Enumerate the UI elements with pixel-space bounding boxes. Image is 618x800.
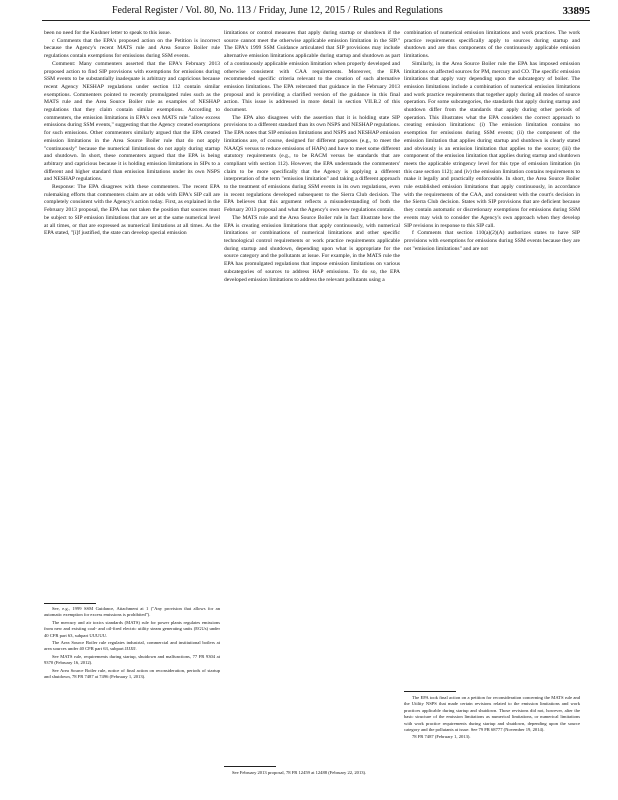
paragraph: been no need for the Kushner letter to speak to this issue. <box>44 30 171 36</box>
paragraph: The EPA also disagrees with the assertion that it is holding state SIP provisions to a different standard than its own NSPS and NESHAP regulations. The EPA notes that SIP emission limitations and NSPS and NESHAP emission limitations are, of course, designed for different purposes (e.g., to meet the NAAQS versus to reduce emissions of HAPs) and have to meet some different statutory requirements (e.g., to be RACM versus be standards that are compliant with section 112). However, the EPA understands the commenters' claim to be more specifically that the Agency is applying a different interpretation of the term "emission limitation" and taking a different approach to the treatment of emissions during SSM events in its own regulations, even in recent regulations developed subsequent to the Sierra Club decision. The EPA believes that this argument reflects a misunderstanding of both the February 2013 proposal and what the Agency's own new regulations contain. <box>224 114 400 214</box>
page-number: 33895 <box>562 5 590 17</box>
paragraph: limitations or control measures that apply during startup or shutdown if the source cannot meet the otherwise applicable emission limitation in the SIP." The EPA's 1999 SSM Guidance articulated that SIP provisions may include alternative emission limitations applicable during startup and shutdown as part of a continuously applicable emission limitation when properly developed and otherwise consistent with CAA requirements. Moreover, the EPA recommended specific criteria relevant to the creation of such alternative emission limitations. The EPA reiterated that guidance in the February 2013 proposal and is providing a clarified version of the guidance in this final action. This issue is addressed in more detail in section VII.B.2 of this document. <box>224 30 400 114</box>
column-3 <box>404 30 580 253</box>
footnote: 78 FR 7487 (February 1, 2013). <box>412 734 471 740</box>
footnote: See February 2013 proposal, 78 FR 12459 at 12488 (February 22, 2013). <box>232 770 367 775</box>
column-1 <box>44 30 220 238</box>
footnote: The Area Source Boiler rule regulates industrial, commercial and institutional boilers at area sources under 40 CFR part 63, subpart JJJJJJ. <box>44 640 220 652</box>
paragraph: c Comments that the EPA's proposed action on the Petition is incorrect because the Agency's recent MATS rule and Area Source Boiler rule regulations contain exemptions for emissions during SSM events. <box>44 37 220 60</box>
page-header <box>42 4 590 21</box>
column-2 <box>224 30 400 284</box>
footnotes-column-3 <box>404 695 580 742</box>
footnotes-column-2 <box>224 770 400 777</box>
paragraph: Comment: Many commenters asserted that the EPA's February 2013 proposed action to find SIP provisions with exemptions for emissions during SSM events to be substantially inadequate is arbitrary and capricious because recent Agency NESHAP regulations under section 112 contain similar exemptions. Commenters pointed to recently promulgated rules such as the MATS rule and the Area Source Boiler rule as examples of NESHAP regulations that they claim contain similar exemptions. According to commenters, the emission limitations in EPA's own MATS rule "allow excess emissions during SSM events," suggesting that the Agency created exemptions for such emissions. Other commenters similarly argued that the EPA created emission limitations in the Area Source Boiler rule that do not apply "continuously" because the numerical limitations do not apply during startup and shutdown. In short, these commenters argued that the EPA is being arbitrary and capricious because it is holding emission limitations in SIPs to a different and higher standard than emission limitations under its own NSPS and NESHAP regulations. <box>44 60 220 183</box>
footnote: See MATS rule, requirements during startup, shutdown and malfunctions, 77 FR 9304 at 9370 (February 16, 2012). <box>44 653 220 666</box>
footnote-divider <box>44 603 96 604</box>
paragraph: f Comments that section 110(a)(2)(A) authorizes states to have SIP provisions with exemptions for emissions during SSM events because they are not "emission limitations" and are not <box>404 230 580 252</box>
footnote: See Area Source Boiler rule, notice of final action on reconsideration, periods of startup and shutdown, 78 FR 7487 at 7496 (February 1, 2013). <box>44 667 220 680</box>
paragraph: Response: The EPA disagrees with these commenters. The recent EPA rulemaking efforts that commenters claim are at odds with EPA's SIP call are completely consistent with the Agency's action today. First, as explained in the February 2013 proposal, the EPA has not taken the position that sources must be subject to SIP emission limitations that are set at the same numerical level at all times, or that are expressed as numerical limitations at all times. As the EPA stated, "[i]f justified, the state can develop special emission <box>44 184 220 237</box>
footnotes-column-1 <box>44 606 220 681</box>
footnote-divider <box>404 691 456 692</box>
paragraph: combination of numerical emission limitations and work practices. The work practice requirements specifically apply to sources during startup and shutdown and are thus components of the continuously applicable emission limitations. <box>404 30 580 60</box>
paragraph: The MATS rule and the Area Source Boiler rule in fact illustrate how the EPA is creating emission limitations that apply continuously, with numerical limitations or combinations of numerical limitations and other specific technological control requirements or work practice requirements applicable during startup and shutdown, depending upon what is appropriate for the source category and the pollutants at issue. For example, in the MATS rule the EPA has promulgated regulations that impose emission limitations on various subcategories of sources to address HAP emissions. To do so, the EPA developed emission limitations to address the relevant pollutants using a <box>224 214 400 283</box>
running-head: Federal Register / Vol. 80, No. 113 / Friday, June 12, 2015 / Rules and Regulations <box>112 5 443 16</box>
footnote: See, e.g., 1999 SSM Guidance, Attachment at 1 ("Any provision that allows for an automatic exemption for excess emissions is prohibited"). <box>44 606 220 618</box>
footnote-divider <box>224 766 276 767</box>
paragraph: Similarly, in the Area Source Boiler rule the EPA has imposed emission limitations on affected sources for PM, mercury and CO. The specific emission limitations that apply vary depending upon the subcategory of boiler. The emission limitations include a combination of numerical emission limitations and work practice requirements that together apply during all modes of source operation. For some subcategories, the standards that apply during startup and shutdown differ from the standards that apply during other periods of operation. This illustrates what the EPA considers the correct approach to creating emission limitations: (i) The emission limitation contains no exemption for emissions during SSM events; (ii) the component of the emission limitation that applies during startup and shutdown is clearly stated and obviously is an emission limitation that applies to the source; (iii) the component of the emission limitation that applies during startup and shutdown meets the applicable stringency level for this type of emission limitation (in this case section 112); and (iv) the emission limitation contains requirements to make it legally and practically enforceable. In short, the Area Source Boiler rule established emission limitations that apply continuously, in accordance with the requirements of the CAA, and consistent with the court's decision in the Sierra Club decision. States with SIP provisions that are deficient because they contain automatic or discretionary exemptions for emissions during SSM events may wish to consider the Agency's own approach when they develop SIP revisions in response to this SIP call. <box>404 60 580 229</box>
footnote: The EPA took final action on a petition for reconsideration concerning the MATS rule and the Utility NSPS that made certain revisions related to the emission limitations and work practices applicable during startup and shutdown. Those revisions did not, however, alter the basic structure of the emission limitations as numerical limitations, or numerical limitations with work practice requirements during startup and shutdown, depending upon the source category and the pollutants at issue. See 79 FR 68777 (November 19, 2014). <box>404 695 580 733</box>
footnote: The mercury and air toxics standards (MATS) rule for power plants regulates emissions from new and existing coal- and oil-fired electric utility steam generating units (EGUs) under 40 CFR part 63, subpart UUUUU. <box>44 619 220 638</box>
